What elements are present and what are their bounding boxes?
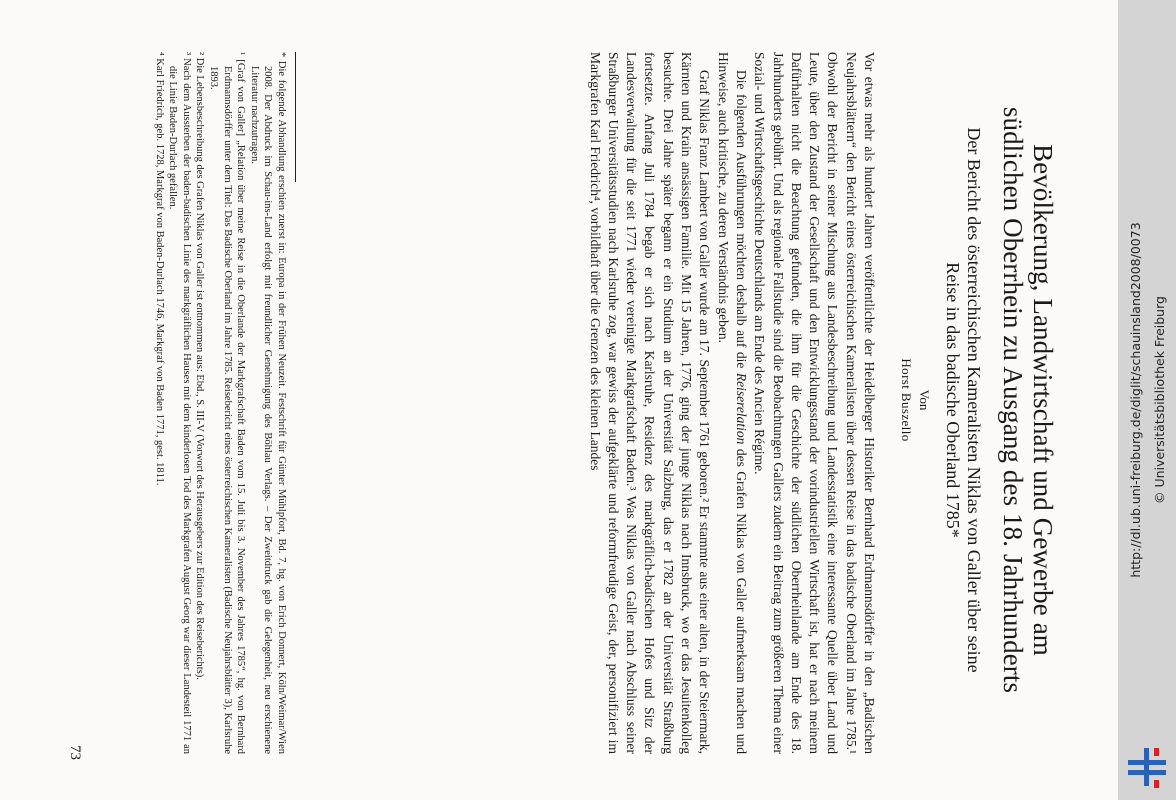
logo-bar-red-1 — [1154, 748, 1159, 756]
paragraph-2-emphasis: Reiserelation — [733, 372, 749, 445]
paragraph-2 — [713, 52, 750, 754]
author-name: Horst Buszello — [899, 358, 914, 442]
byline: Von — [917, 389, 932, 411]
paragraph-2-text-b: des Grafen Niklas von Galler aufmerksam machen und Hinweise, auch kritische, zu deren Verständnis geben. — [715, 52, 749, 754]
source-url[interactable]: http://dl.ub.uni-freiburg.de/diglit/schauinsland2008/0073 — [1128, 222, 1143, 578]
footnote-3: ³ Nach dem Aussterben der baden-badischen Linie des markgräflichen Hauses mit dem kinderlosen Tod des Markgrafen August Georg war dieser Landesteil 1771 an die Linie Baden-Durlach gefallen. — [167, 52, 192, 754]
footnote-star: * Die folgende Abhandlung erschien zuerst in: Europa in der Frühen Neuzeit. Festschrift für Günter Mühlpfort, Bd. 7, hg. von Erich Donnert, Köln/Weimar/Wien 2008. Der Abdruck im Schau-ins-Land erfolgt mit freundlicher Genehmigung des Böhlau Verlags. – Der Zweitdruck gab die Gelegenheit, neu erschienene Literatur nachzutragen. — [248, 52, 287, 754]
page-number: 73 — [67, 745, 83, 760]
footnote-2: ² Die Lebensbeschreibung des Grafen Niklas von Galler ist entnommen aus: Ebd., S. III-V (Vorwort des Herausgebers zur Edition des Reiseberichts). — [194, 52, 206, 680]
paragraph-1: Vor etwas mehr als hundert Jahren veröffentlichte der Heidelberger Historiker Bernhard Erdmannsdörffer in den „Badischen Neujahrsblättern“ den Bericht eines österreichischen Kameralisten über dessen Reise in das badische Oberland im Jahre 1785.¹ Obwohl der Bericht in seiner Mischung aus Landesbeschreibung und Landesstatistik eine interessante Quelle über Land und Leute, über den Zustand der Gesellschaft und den Entwicklungsstand der vorindustriellen Wirtschaft ist, hat er nach meinem Dafürhalten nicht die Beachtung gefunden, die ihm für die Geschichte der südlichen Oberrheinlande am Ende des 18. Jahrhunderts gebührt. Und als regionale Fallstudie sind die Beobachtungen Gallers zudem ein Beitrag zum größeren Thema einer Sozial- und Wirtschaftsgeschichte Deutschlands am Ende des Ancien Régime. — [752, 52, 877, 754]
footnote-rule — [295, 52, 296, 182]
footnote-4: ⁴ Karl Friedrich, geb. 1728, Markgraf von Baden-Durlach 1746, Markgraf von Baden 1771, gest. 1811. — [153, 52, 165, 486]
sidebar-strip — [1118, 0, 1176, 800]
library-logo-icon — [1122, 740, 1172, 796]
article-body — [585, 52, 878, 754]
article-title-line-2: südlichen Oberrhein zu Ausgang des 18. Jahrhunderts — [998, 106, 1028, 694]
article-subtitle-line-2: Reise in das badische Oberland 1785* — [943, 262, 963, 538]
footnote-1: ¹ [Graf von Galler] „Relation über meine Reise in die Oberlande der Markgrafschaft Baden vom 15. Juli bis 3. November des Jahres 1785“, hg. von Bernhard Erdmannsdörffer unter dem Titel: Das Badische Oberland im Jahre 1785. Reisebericht eines österreichischen Kameralisten (Badische Neujahrsblätter 3), Karlsruhe 1893. — [208, 52, 247, 754]
logo-bar-blue-3 — [1144, 748, 1149, 786]
paragraph-2-text-a: Die folgenden Ausführungen möchten deshalb auf die — [733, 70, 749, 373]
article-title-line-1: Bevölkerung, Landwirtschaft und Gewerbe am — [1028, 144, 1058, 656]
article-subtitle-line-1: Der Bericht des österreichischen Kameralisten Niklas von Galler über seine — [964, 127, 984, 673]
copyright-notice: © Universitätsbibliothek Freiburg — [1152, 296, 1167, 504]
paragraph-3: Graf Niklas Franz Lambert von Galler wurde am 17. September 1761 geboren.² Er stammte aus einer alten, in der Steiermark, Kärnten und Krain ansässigen Familie. Mit 15 Jahren, 1776, ging der junge Niklas nach Innsbruck, wo er das Jesuitenkolleg besuchte. Drei Jahre später begann er ein Studium an der Universität Salzburg, das er 1782 an der Universität Straßburg fortsetzte. Anfang Juli 1784 begab er sich nach Karlsruhe, Residenz des markgräflich-badischen Hofes und Sitz der Landesverwaltung für die seit 1771 wieder vereinigte Markgrafschaft Baden.³ Was Niklas von Galler nach Abschluss seiner Straßburger Universitätsstudien nach Karlsruhe zog, war gewiss der aufgeklärte und reformfreudige Geist, der, personifiziert im Markgrafen Karl Friedrich⁴, vorbildhaft über die Grenzen des kleinen Landes — [587, 52, 713, 754]
logo-bar-red-2 — [1154, 780, 1159, 788]
footnotes — [152, 52, 288, 754]
